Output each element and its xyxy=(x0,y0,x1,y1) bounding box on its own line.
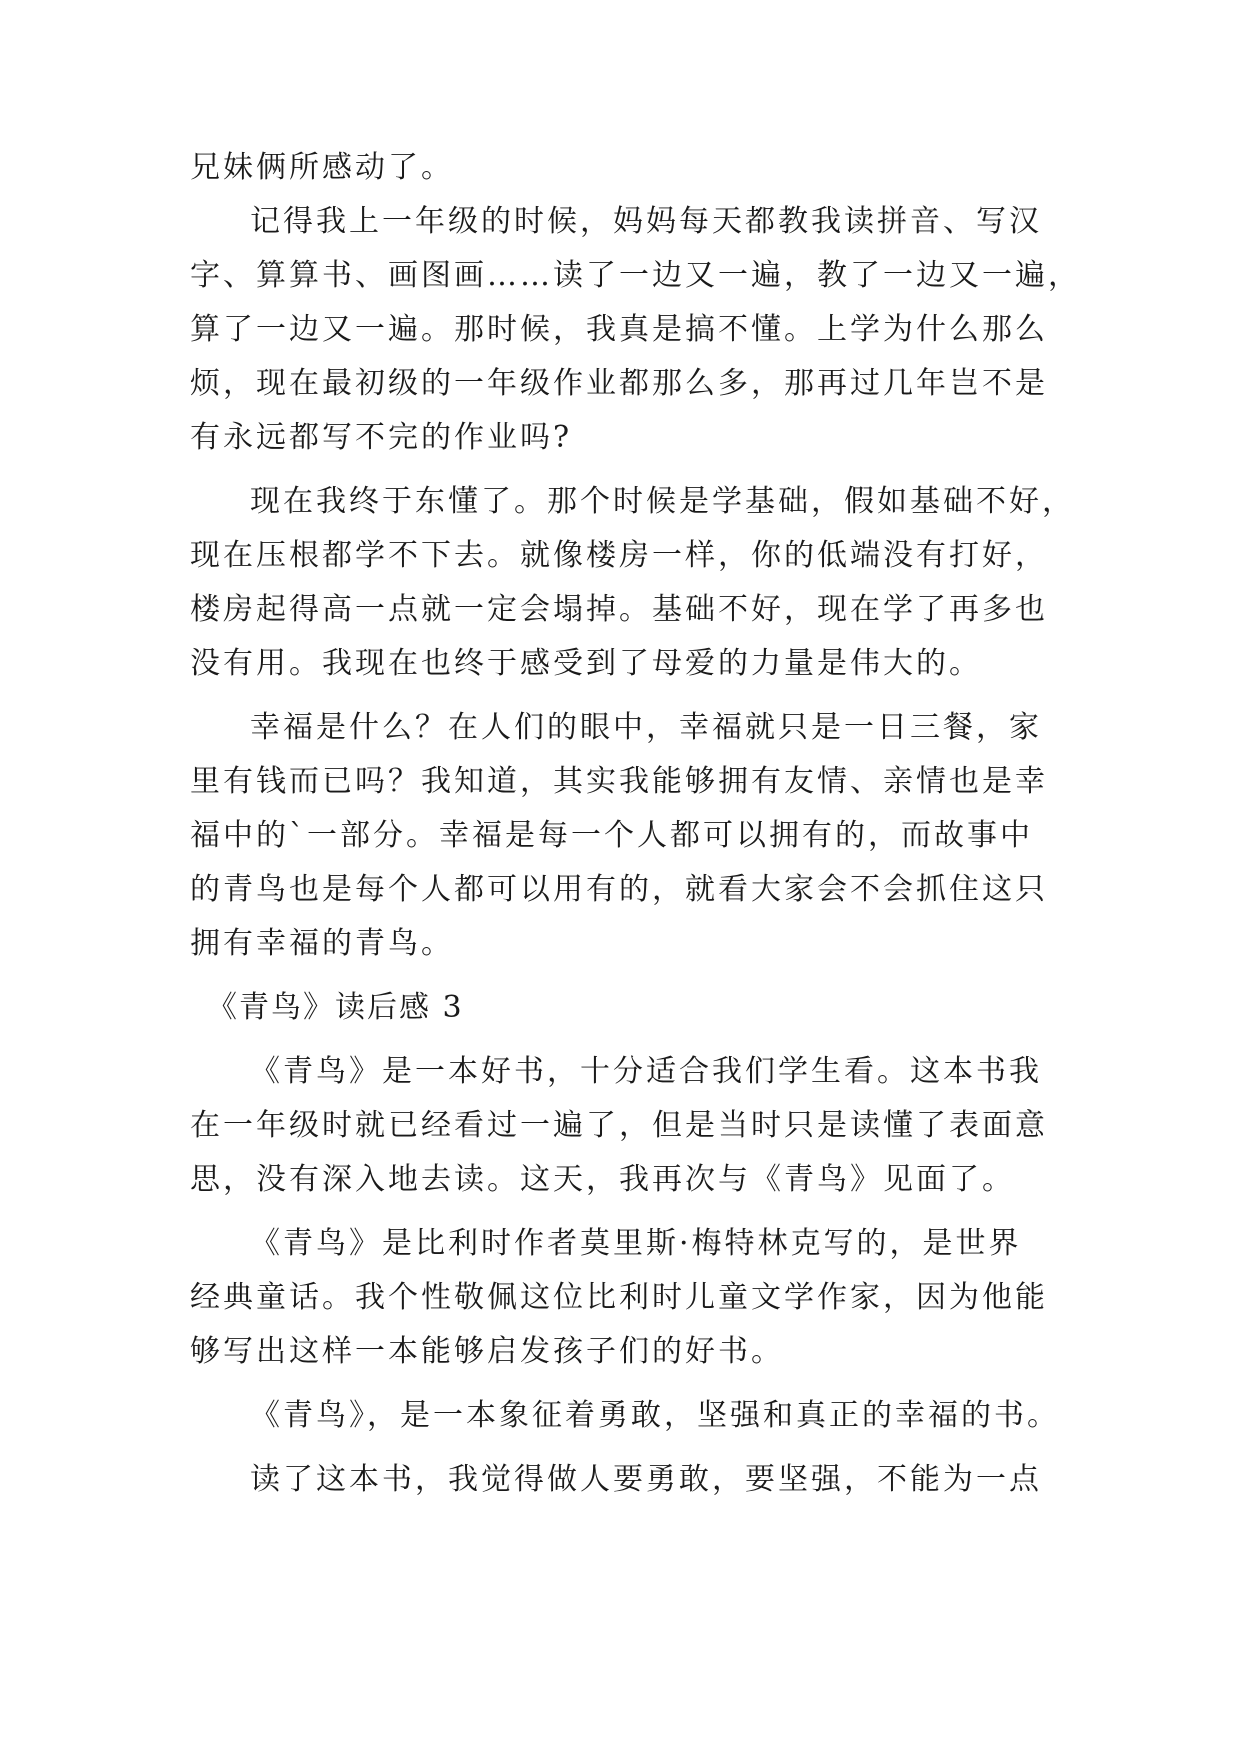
text-line: 思，没有深入地去读。这天，我再次与《青鸟》见面了。 xyxy=(190,1162,1015,1197)
text-line: 福中的`一部分。幸福是每一个人都可以拥有的，而故事中 xyxy=(190,818,1033,853)
text-line: 里有钱而已吗？我知道，其实我能够拥有友情、亲情也是幸 xyxy=(190,764,1048,799)
text-line: 经典童话。我个性敬佩这位比利时儿童文学作家，因为他能 xyxy=(190,1280,1048,1315)
paragraph-start-line: 记得我上一年级的时候，妈妈每天都教我读拼音、写汉 xyxy=(250,204,1042,239)
section-title: 《青鸟》读后感 3 xyxy=(207,990,464,1025)
text-line: 拥有幸福的青鸟。 xyxy=(190,926,454,961)
paragraph-start-line: 读了这本书，我觉得做人要勇敢，要坚强，不能为一点 xyxy=(250,1462,1042,1497)
text-line: 没有用。我现在也终于感受到了母爱的力量是伟大的。 xyxy=(190,646,982,681)
text-line: 现在压根都学不下去。就像楼房一样，你的低端没有打好， xyxy=(190,538,1048,573)
text-line: 楼房起得高一点就一定会塌掉。基础不好，现在学了再多也 xyxy=(190,592,1048,627)
text-line: 算了一边又一遍。那时候，我真是搞不懂。上学为什么那么 xyxy=(190,312,1048,347)
paragraph-start-line: 《青鸟》，是一本象征着勇敢，坚强和真正的幸福的书。 xyxy=(250,1398,1060,1433)
text-line: 的青鸟也是每个人都可以用有的，就看大家会不会抓住这只 xyxy=(190,872,1048,907)
text-line: 有永远都写不完的作业吗? xyxy=(190,420,573,455)
paragraph-start-line: 《青鸟》是比利时作者莫里斯·梅特林克写的，是世界 xyxy=(250,1226,1022,1261)
paragraph-start-line: 幸福是什么？在人们的眼中，幸福就只是一日三餐，家 xyxy=(250,710,1042,745)
text-line: 兄妹俩所感动了。 xyxy=(190,150,454,185)
text-line: 在一年级时就已经看过一遍了，但是当时只是读懂了表面意 xyxy=(190,1108,1048,1143)
text-line: 字、算算书、画图画……读了一边又一遍，教了一边又一遍， xyxy=(190,258,1081,293)
text-line: 够写出这样一本能够启发孩子们的好书。 xyxy=(190,1334,784,1369)
paragraph-start-line: 《青鸟》是一本好书，十分适合我们学生看。这本书我 xyxy=(250,1054,1042,1089)
paragraph-start-line: 现在我终于东懂了。那个时候是学基础，假如基础不好， xyxy=(250,484,1075,519)
text-line: 烦，现在最初级的一年级作业都那么多，那再过几年岂不是 xyxy=(190,366,1048,401)
